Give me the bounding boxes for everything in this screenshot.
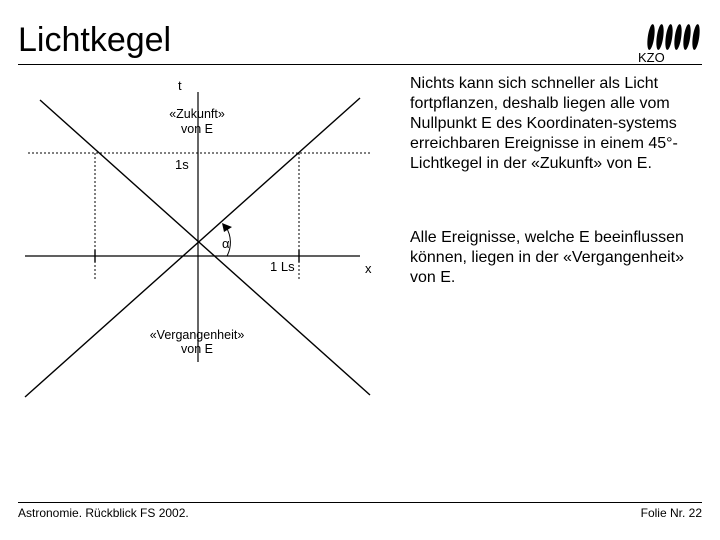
light-cone-diagram xyxy=(20,70,400,400)
tick-label-1ls: 1 Ls xyxy=(270,259,295,274)
x-axis-label: x xyxy=(365,261,372,276)
slide-title: Lichtkegel xyxy=(18,21,172,59)
kzo-logo xyxy=(628,20,706,64)
future-label-line1: «Zukunft» xyxy=(169,107,225,121)
t-axis-label: t xyxy=(178,78,182,93)
tick-label-1s: 1s xyxy=(175,157,189,172)
header-divider xyxy=(18,64,702,65)
paragraph-past: Alle Ereignisse, welche E beeinflussen können, liegen in der «Vergangenheit» von E. xyxy=(410,229,684,286)
footer-course: Astronomie. Rückblick FS 2002. xyxy=(18,506,189,520)
logo-text: KZO xyxy=(638,50,665,64)
logo-ellipses xyxy=(646,24,701,51)
past-label-line2: von E xyxy=(181,342,213,356)
past-label-line1: «Vergangenheit» xyxy=(149,328,245,342)
angle-arrow xyxy=(222,223,232,232)
footer-divider xyxy=(18,502,702,503)
future-label-line2: von E xyxy=(181,122,213,136)
footer-slide-number: Folie Nr. 22 xyxy=(640,506,702,520)
angle-label: α xyxy=(222,236,230,251)
paragraph-future: Nichts kann sich schneller als Licht fortpflanzen, deshalb liegen alle vom Nullpunkt E des Koordinaten-systems erreichbaren Ereignisse in einem 45°-Lichtkegel in der «Zukunft» von E. xyxy=(410,75,678,172)
